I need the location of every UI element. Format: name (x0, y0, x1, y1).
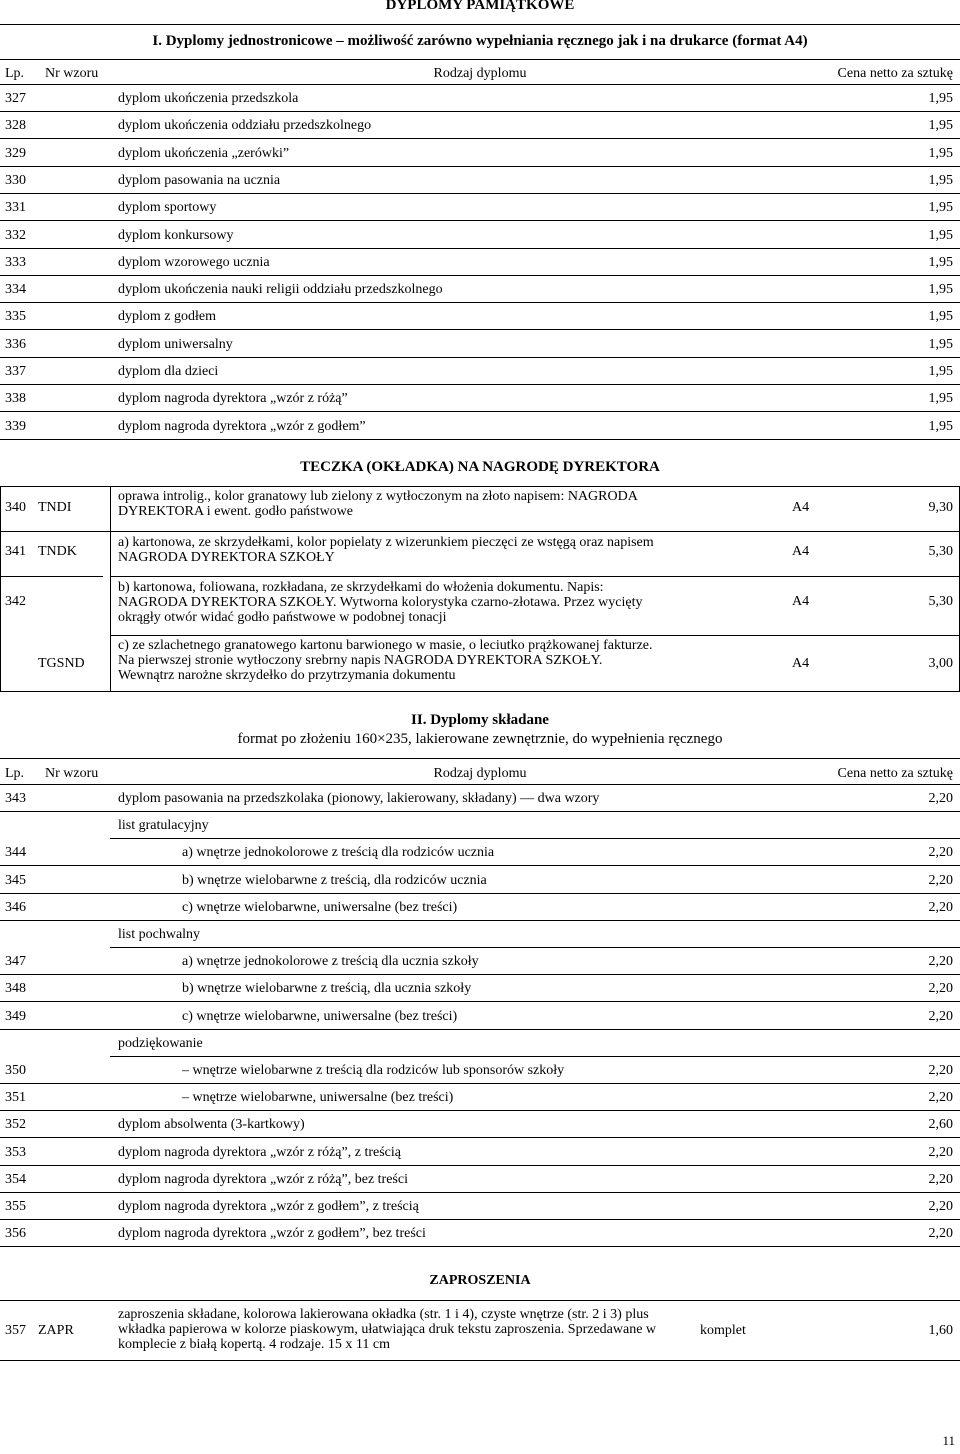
list-item-price: 2,20 (928, 1090, 953, 1106)
list-item-price: 2,60 (928, 1117, 953, 1133)
list-item-lp: 350 (5, 1063, 26, 1078)
row-rule (110, 1056, 960, 1057)
list-item-format: A4 (792, 594, 810, 609)
list-item-format: komplet (700, 1323, 746, 1338)
row-rule (0, 1165, 960, 1166)
header-rodzaj: Rodzaj dyplomu (433, 66, 527, 81)
header-lp: Lp. (5, 766, 25, 781)
list-item-price: 1,95 (928, 172, 953, 188)
list-item-price: 1,95 (928, 118, 953, 134)
list-item-lp: 352 (5, 1117, 26, 1133)
list-item-name: dyplom pasowania na ucznia (118, 172, 281, 188)
row-rule (0, 1137, 960, 1138)
list-item-price: 2,20 (928, 1199, 953, 1214)
list-item-lp: 340 (5, 500, 26, 515)
header-cena: Cena netto za sztukę (837, 766, 953, 781)
row-rule (0, 220, 960, 221)
row-rule (0, 384, 960, 385)
list-item-price: 1,95 (928, 254, 953, 270)
header-cena: Cena netto za sztukę (837, 66, 953, 81)
list-item-name: dyplom nagroda dyrektora „wzór z różą”, z treścią (118, 1144, 401, 1160)
section-title: TECZKA (OKŁADKA) NA NAGRODĘ DYREKTORA (300, 459, 660, 475)
row-rule (110, 947, 960, 948)
list-item-price: 1,60 (928, 1323, 953, 1338)
list-item-desc: zaproszenia składane, kolorowa lakierowana okładka (str. 1 i 4), czyste wnętrze (str. 2 i 3) plus wkładka papierowa w kolorze piaskowym, ułatwiająca druk tekstu zaproszenia. Sprzedawane w komplecie z białą kopertą. 4 rodzaje. 15 x 11 cm (118, 1307, 657, 1352)
table-rule (0, 758, 960, 759)
row-rule (0, 811, 960, 812)
list-item-name: dyplom dla dzieci (118, 364, 219, 379)
row-rule (0, 248, 960, 249)
list-item-lp: 343 (5, 791, 26, 806)
list-item-name: dyplom pasowania na przedszkolaka (pionowy, lakierowany, składany) — dwa wzory (118, 791, 600, 806)
section-title: ZAPROSZENIA (429, 1273, 531, 1288)
table-rule (0, 1360, 960, 1361)
page-title: DYPLOMY PAMIĄTKOWE (385, 0, 575, 13)
list-item-name: dyplom nagroda dyrektora „wzór z godłem” (118, 418, 366, 434)
row-rule (0, 357, 960, 358)
row-rule (0, 1001, 960, 1002)
list-item-name: podziękowanie (118, 1035, 203, 1051)
list-item-lp: 355 (5, 1199, 26, 1214)
table-rule (0, 691, 960, 692)
row-rule (0, 302, 960, 303)
row-rule (0, 865, 960, 866)
list-item-nr: ZAPR (38, 1323, 74, 1338)
list-item-price: 2,20 (928, 981, 953, 997)
table-rule (0, 84, 960, 85)
section-title: II. Dyplomy składane (411, 712, 549, 728)
list-item-name: dyplom ukończenia oddziału przedszkolnego (118, 118, 372, 134)
list-item-name: dyplom sportowy (118, 200, 217, 216)
list-item-name: dyplom nagroda dyrektora „wzór z różą”, bez treści (118, 1171, 408, 1187)
list-item-lp: 357 (5, 1323, 26, 1338)
list-item-price: 2,20 (928, 845, 953, 861)
list-item-lp: 334 (5, 282, 26, 298)
list-item-lp: 336 (5, 336, 26, 352)
row-rule (0, 111, 960, 112)
row-rule (0, 275, 960, 276)
row-rule (0, 893, 960, 894)
row-rule (0, 193, 960, 194)
section-title: I. Dyplomy jednostronicowe – możliwość zarówno wypełniania ręcznego jak i na drukarce (format A4) (152, 33, 808, 49)
list-item-lp: 342 (5, 594, 26, 609)
list-item-lp: 356 (5, 1226, 26, 1242)
list-item-price: 2,20 (928, 1144, 953, 1160)
list-item-nr: TGSND (38, 656, 85, 671)
list-item-lp: 337 (5, 364, 26, 379)
list-item-price: 9,30 (928, 500, 953, 515)
list-item-name: b) wnętrze wielobarwne z treścią, dla rodziców ucznia (182, 872, 487, 888)
row-rule (0, 411, 960, 412)
row-rule (0, 1192, 960, 1193)
row-rule (0, 974, 960, 975)
list-item-name: dyplom z godłem (118, 309, 216, 325)
list-item-price: 1,95 (928, 200, 953, 216)
list-item-format: A4 (792, 656, 810, 671)
list-item-lp: 345 (5, 872, 26, 888)
list-item-name: dyplom nagroda dyrektora „wzór z godłem”, z treścią (118, 1199, 419, 1214)
list-item-price: 2,20 (928, 1063, 953, 1078)
list-item-price: 1,95 (928, 418, 953, 434)
list-item-name: dyplom ukończenia przedszkola (118, 91, 299, 106)
list-item-price: 2,20 (928, 954, 953, 970)
list-item-lp: 353 (5, 1144, 26, 1160)
list-item-nr: TNDK (38, 544, 77, 559)
list-item-lp: 347 (5, 954, 26, 970)
list-item-price: 1,95 (928, 145, 953, 161)
table-border (0, 486, 1, 691)
list-item-lp: 344 (5, 845, 26, 861)
list-item-price: 1,95 (928, 391, 953, 407)
table-rule (110, 635, 960, 636)
list-item-price: 2,20 (928, 791, 953, 806)
list-item-lp: 328 (5, 118, 26, 134)
row-rule (0, 1219, 960, 1220)
header-lp: Lp. (5, 66, 25, 81)
table-rule (0, 1300, 960, 1301)
table-rule (110, 576, 960, 577)
table-rule (110, 486, 111, 691)
list-item-name: dyplom ukończenia „zerówki” (118, 145, 290, 161)
list-item-name: list gratulacyjny (118, 818, 209, 834)
page-number: 11 (942, 1433, 955, 1448)
list-item-price: 1,95 (928, 227, 953, 243)
list-item-desc: b) kartonowa, foliowana, rozkładana, ze skrzydełkami do włożenia dokumentu. Napis: NAGRODA DYREKTORA SZKOŁY. Wytworna kolorystyka czarno-złotawa. Przez wycięty okrągły otwór widać godło państwowe w podobnej tonacji (118, 580, 643, 625)
list-item-desc: oprawa introlig., kolor granatowy lub zielony z wytłoczonym na złoto napisem: NAGRODA DYREKTORA i ewent. godło państwowe (118, 489, 638, 519)
section-subtitle: format po złożeniu 160×235, lakierowane zewnętrznie, do wypełnienia ręcznego (237, 731, 723, 747)
list-item-name: a) wnętrze jednokolorowe z treścią dla rodziców ucznia (182, 845, 495, 861)
list-item-name: dyplom nagroda dyrektora „wzór z godłem”, bez treści (118, 1226, 426, 1242)
list-item-lp: 351 (5, 1090, 26, 1106)
list-item-lp: 339 (5, 418, 26, 434)
list-item-price: 5,30 (928, 594, 953, 609)
list-item-name: dyplom absolwenta (3-kartkowy) (118, 1117, 305, 1133)
list-item-desc: c) ze szlachetnego granatowego kartonu barwionego w masie, o leciutko prążkowanej fakturze. Na pierwszej stronie wytłoczony srebrny napis NAGRODA DYREKTORA SZKOŁY. Wewnątrz narożne skrzydełko do przytrzymania dokumentu (118, 638, 653, 683)
table-rule (0, 576, 103, 577)
row-rule (0, 1110, 960, 1111)
list-item-lp: 335 (5, 309, 26, 325)
row-rule (0, 439, 960, 440)
list-item-name: dyplom ukończenia nauki religii oddziału przedszkolnego (118, 282, 443, 298)
list-item-lp: 332 (5, 227, 26, 243)
list-item-price: 1,95 (928, 364, 953, 379)
list-item-name: c) wnętrze wielobarwne, uniwersalne (bez treści) (182, 1008, 458, 1024)
list-item-lp: 341 (5, 544, 26, 559)
list-item-name: dyplom konkursowy (118, 227, 234, 243)
row-rule (0, 1029, 960, 1030)
list-item-name: dyplom uniwersalny (118, 336, 233, 352)
list-item-price: 3,00 (928, 656, 953, 671)
list-item-name: dyplom wzorowego ucznia (118, 254, 270, 270)
list-item-price: 2,20 (928, 872, 953, 888)
row-rule (0, 1246, 960, 1247)
table-rule (0, 784, 960, 785)
list-item-name: a) wnętrze jednokolorowe z treścią dla ucznia szkoły (182, 954, 479, 970)
header-nr: Nr wzoru (45, 766, 99, 781)
list-item-name: – wnętrze wielobarwne, uniwersalne (bez treści) (182, 1090, 454, 1106)
list-item-price: 2,20 (928, 1171, 953, 1187)
list-item-lp: 354 (5, 1171, 26, 1187)
list-item-price: 2,20 (928, 1008, 953, 1024)
list-item-lp: 348 (5, 981, 26, 997)
list-item-price: 1,95 (928, 336, 953, 352)
list-item-name: c) wnętrze wielobarwne, uniwersalne (bez treści) (182, 899, 458, 915)
list-item-lp: 327 (5, 91, 26, 106)
table-rule (0, 59, 960, 60)
list-item-lp: 331 (5, 200, 26, 216)
list-item-price: 2,20 (928, 899, 953, 915)
section-top-rule (0, 24, 960, 25)
row-rule (0, 1083, 960, 1084)
list-item-format: A4 (792, 544, 810, 559)
list-item-lp: 349 (5, 1008, 26, 1024)
table-rule (0, 531, 960, 532)
list-item-lp: 329 (5, 145, 26, 161)
list-item-name: dyplom nagroda dyrektora „wzór z różą” (118, 391, 348, 407)
list-item-price: 1,95 (928, 309, 953, 325)
list-item-price: 5,30 (928, 544, 953, 559)
list-item-lp: 338 (5, 391, 26, 407)
table-rule (0, 486, 960, 487)
row-rule (0, 920, 960, 921)
list-item-lp: 333 (5, 254, 26, 270)
row-rule (0, 166, 960, 167)
list-item-nr: TNDI (38, 500, 72, 515)
list-item-lp: 346 (5, 899, 26, 915)
list-item-name: – wnętrze wielobarwne z treścią dla rodziców lub sponsorów szkoły (182, 1063, 565, 1078)
list-item-lp: 330 (5, 172, 26, 188)
list-item-price: 1,95 (928, 282, 953, 298)
list-item-desc: a) kartonowa, ze skrzydełkami, kolor popielaty z wizerunkiem pieczęci ze wstęgą oraz napisem NAGRODA DYREKTORA SZKOŁY (118, 535, 654, 565)
list-item-price: 1,95 (928, 91, 953, 106)
list-item-name: b) wnętrze wielobarwne z treścią, dla ucznia szkoły (182, 981, 472, 997)
list-item-name: list pochwalny (118, 927, 201, 942)
row-rule (0, 329, 960, 330)
row-rule (0, 138, 960, 139)
header-rodzaj: Rodzaj dyplomu (433, 766, 527, 781)
header-nr: Nr wzoru (45, 66, 99, 81)
list-item-price: 2,20 (928, 1226, 953, 1242)
list-item-format: A4 (792, 500, 810, 515)
row-rule (110, 838, 960, 839)
